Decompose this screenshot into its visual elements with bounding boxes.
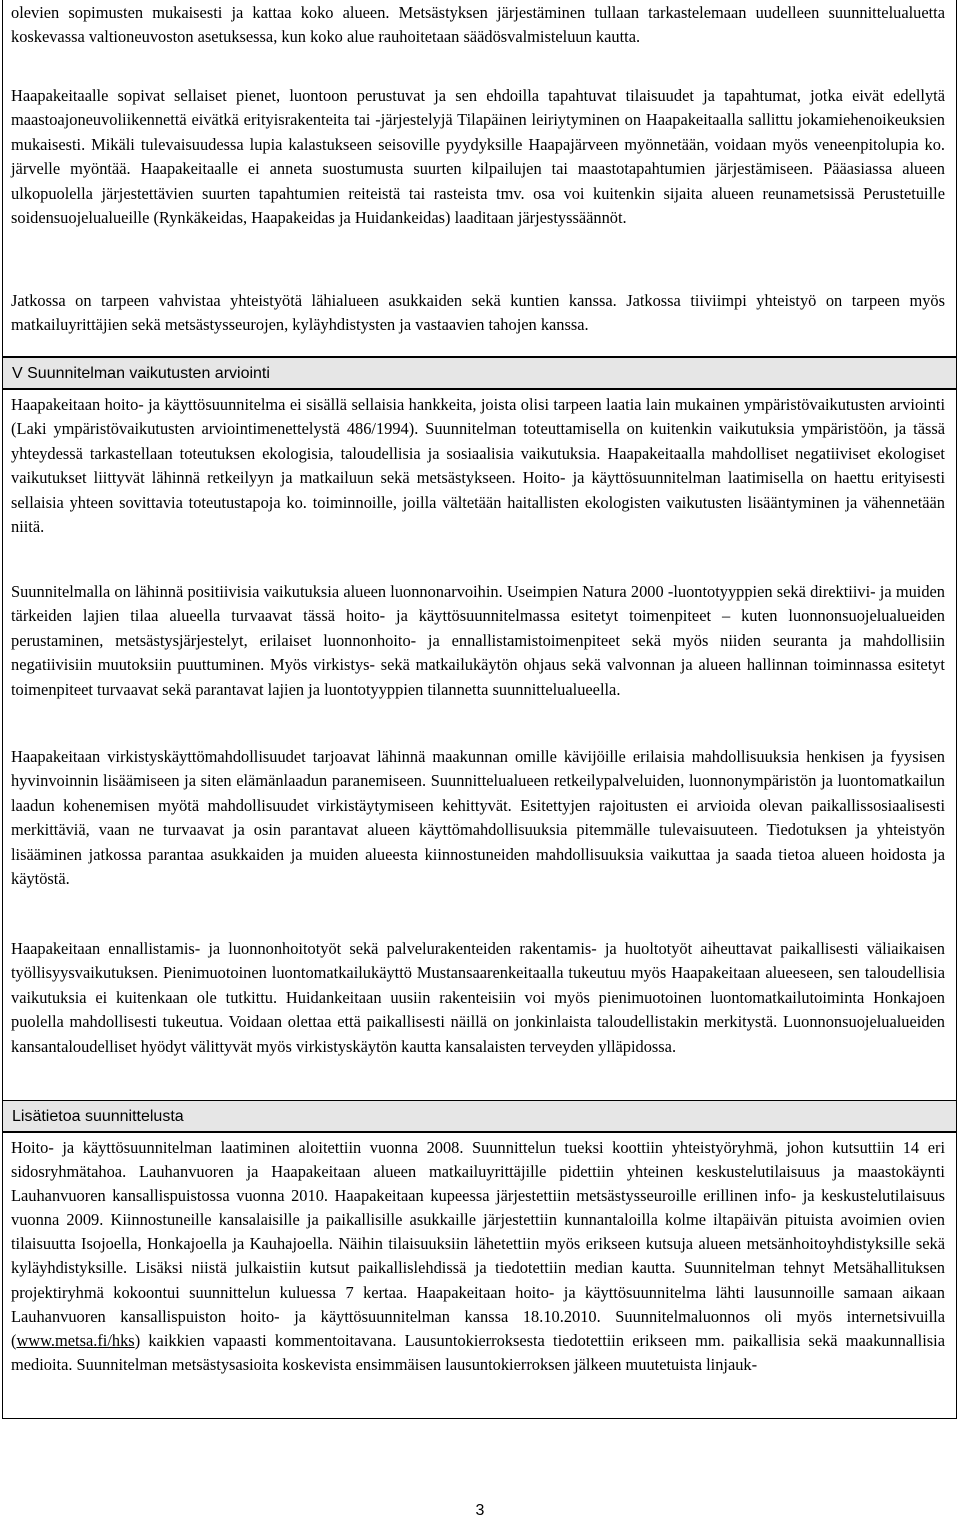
- section-heading-planning-info: Lisätietoa suunnittelusta: [2, 1100, 957, 1132]
- paragraph-environmental-impact: Haapakeitaan hoito- ja käyttösuunnitelma ei sisällä sellaisia hankkeita, joista olisi tarpeen laatia lain mukainen ympäristövaikutusten arviointi (Laki ympäristövaikutusten arviointimenettelystä 486/1994). Suunnitelman toteuttamisella on kuitenkin vaikutuksia ympäristöön, ja tässä yhteydessä tarkastellaan toteutuksen ekologisia, taloudellisia ja sosiaalisia vaikutuksia. Haapakeitaalla mahdolliset negatiiviset ekologiset vaikutukset liittyvät lähinnä retkeilyyn ja matkailuun sekä metsästykseen. Hoito- ja käyttösuunnitelman laatimisella on haettu erityisesti sellaisia yhteen sovittavia toteutustapoja ko. toiminnoille, joilla vältetään haitallisten ekologisten vaikutusten lisääntyminen ja vähennetään niitä.: [11, 395, 945, 537]
- paragraph-planning-process: [11, 1136, 945, 1377]
- page-number: 3: [475, 1502, 485, 1519]
- paragraph-natural-values: Suunnitelmalla on lähinnä positiivisia vaikutuksia alueen luonnonarvoihin. Useimpien Natura 2000 -luontotyyppien sekä direktiivi- ja muiden tärkeiden lajien tilaa alueella turvaavat tässä hoito- ja käyttösuunnitelmassa esitetyt toimenpiteet – kuten luonnonsuojelualueiden perustaminen, metsästysjärjestelyt, erilaiset luonnonhoito- ja ennallistamistoimenpiteet sekä myös niiden seuranta ja mahdollisiin negatiivisiin muutoksiin puuttuminen. Myös virkistys- sekä matkailukäytön ohjaus sekä valvonnan ja alueen hallinnan toiminnassa esitetyt toimenpiteet turvaavat sekä parantavat lajien ja luontotyyppien tilannetta suunnittelualueella.: [11, 582, 945, 699]
- planning-text-before-link: Hoito- ja käyttösuunnitelman laatiminen aloitettiin vuonna 2008. Suunnittelun tueksi koottiin yhteistyöryhmä, johon kutsuttiin 14 eri sidosryhmätahoa. Lauhanvuoren ja Haapakeitaan alueen matkailuyrittäjille pidettiin yhteinen keskustelutilaisuus ja maastokäynti Lauhanvuoren kansallispuistossa vuonna 2010. Haapakeitaan kupeessa järjestettiin metsästysseuroille erillinen info- ja keskustelutilaisuus vuonna 2009. Kiinnostuneille kansalaisille ja paikallisille asukkaille järjestettiin kunnantaloilla kolme iltapäivän pituista avoimien ovien tilaisuutta Isojoella, Honkajoella ja Kauhajoella. Näihin tilaisuuksiin lähetettiin myös erikseen kutsuja alueen metsänhoitoyhdistyksille sekä kyläyhdistyksille. Lisäksi niistä julkaistiin kutsut paikallislehdissä ja tiedotettiin median kautta. Suunnitelman tehnyt Metsähallituksen projektiryhmä kokoontui suunnittelun kuluessa 7 kertaa. Haapakeitaan hoito- ja käyttösuunnitelma lähti lausunnoille samaan aikaan Lauhanvuoren kansallispuiston hoito- ja käyttösuunnitelman kanssa 18.10.2010. Suunnitelmaluonnos oli myös internetsivuilla (: [11, 1138, 945, 1350]
- section-heading-impact-assessment: V Suunnitelman vaikutusten arviointi: [2, 357, 957, 389]
- paragraph-economic-effects: Haapakeitaan ennallistamis- ja luonnonhoitotyöt sekä palvelurakenteiden rakentamis- ja huoltotyöt aiheuttavat paikallisesti väliaikaisen työllisyysvaikutuksen. Pienimuotoinen luontomatkailukäyttö Mustansaarenkeitaalla tukeutuu myös Haapakeitaan alueeseen, sen taloudellisia vaikutuksia ei kuitenkaan ole tutkittu. Huidankeitaan uusiin rakenteisiin voi myös pienimuotoinen luontomatkailutoiminta Honkajoen puolella mahdollisesti tukeutua. Voidaan olettaa että paikallisesti näillä on jonkinlaista taloudellistakin merkitystä. Luonnonsuojelualueiden kansantaloudelliset hyödyt välittyvät myös virkistyskäytön kautta kansalaisten terveyden ylläpidossa.: [11, 939, 945, 1056]
- metsa-website-link[interactable]: www.metsa.fi/hks: [16, 1330, 135, 1350]
- paragraph-events-and-camping: Haapakeitaalle sopivat sellaiset pienet, luontoon perustuvat ja sen ehdoilla tapahtuvat tilaisuudet ja tapahtumat, jotka eivät edellytä maastoajoneuvoliikennettä eivätkä erityisrakenteita tai -järjestelyjä Tilapäinen leiriytyminen on Haapakeitaalla sallittu jokamiehenoikeuksien mukaisesti. Mikäli tulevaisuudessa lupia kalastukseen seisoville pyydyksille Haapajärveen myönnetään, voidaan myös veneenpitolupia ko. järvelle myöntää. Haapakeitaalle ei anneta suostumusta suurten kilpailujen tai maastotapahtumien järjestämiseen. Pääasiassa alueen ulkopuolella järjestettävien suurten tapahtumien reiteistä tai rasteista tmv. osa voi kuitenkin sijaita alueen reunametsissä Perustetuille soidensuojelualueille (Rynkäkeidas, Haapakeidas ja Huidankeidas) laaditaan järjestyssäännöt.: [11, 86, 945, 228]
- planning-text-after-link: ) kaikkien vapaasti kommentoitavana. Lausuntokierroksesta tiedotettiin erikseen mm. paikallisia sekä maakunnallisia medioita. Suunnitelman metsästysasioita koskevista ensimmäisen lausuntokierroksen jälkeen muutetuista linjauk-: [11, 1330, 945, 1374]
- paragraph-cooperation: Jatkossa on tarpeen vahvistaa yhteistyötä lähialueen asukkaiden sekä kuntien kanssa. Jatkossa tiiviimpi yhteistyö on tarpeen myös matkailuyrittäjien sekä metsästysseurojen, kyläyhdistysten ja vastaavien tahojen kanssa.: [11, 291, 945, 335]
- paragraph-recreation: Haapakeitaan virkistyskäyttömahdollisuudet tarjoavat lähinnä maakunnan omille kävijöille erilaisia mahdollisuuksia henkisen ja fyysisen hyvinvoinnin lisäämiseen ja siten elämänlaadun paranemiseen. Suunnittelualueen retkeilypalveluiden, luonnonympäristön ja luontomatkailun laadun kohenemisen myötä mahdollisuudet virkistäytymiseen kehittyvät. Esitettyjen rajoitusten ei arvioida olevan paikallissosiaalisesti merkittäviä, vaan ne turvaavat ja osin parantavat alueen käyttömahdollisuuksia pitemmälle tulevaisuuteen. Tiedotuksen ja yhteistyön lisääminen jatkossa parantaa asukkaiden ja muiden alueesta kiinnostuneiden mahdollisuuksia vaikuttaa ja saada tietoa alueen hoidosta ja käytöstä.: [11, 747, 945, 889]
- paragraph-hunting-arrangement: olevien sopimusten mukaisesti ja kattaa koko alueen. Metsästyksen järjestäminen tullaan tarkastelemaan uudelleen suunnittelualuetta koskevassa valtioneuvoston asetuksessa, kun koko alue rauhoitetaan säädösvalmisteluun kautta.: [11, 3, 945, 47]
